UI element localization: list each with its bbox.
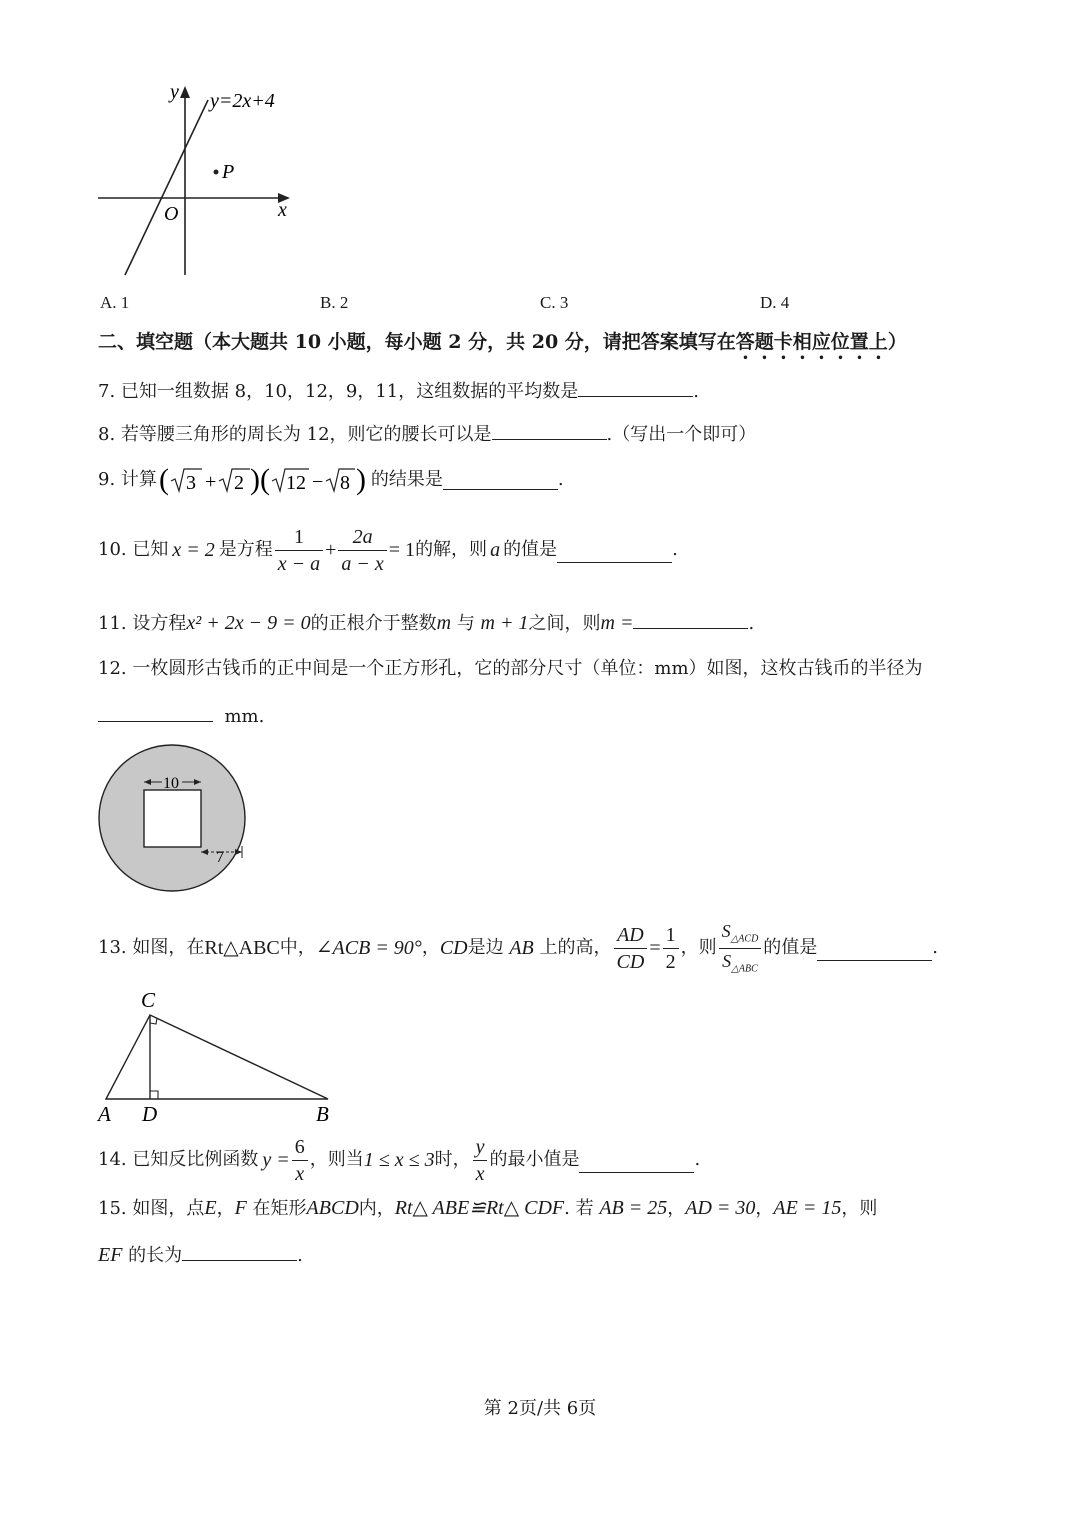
line-label: y=2x+4 (210, 90, 275, 112)
answer-blank (557, 544, 672, 563)
section-heading: 二、填空题（本大题共 10 小题，每小题 2 分，共 20 分，请把答案填写在答题卡相应位置上） (98, 331, 907, 353)
fraction: $\frac{1}{x - a}$ (275, 527, 323, 574)
y-axis-label: y (170, 81, 179, 103)
x-axis-label: x (278, 199, 287, 221)
coin-figure (96, 742, 252, 896)
svg-text:2: 2 (233, 472, 244, 494)
square-hole (144, 790, 201, 847)
vertex-a-label: A (98, 1102, 111, 1126)
question-11: 11. 设方程x² + 2x − 9 = 0的正根介于整数m 与 m + 1之间，则m = . (98, 612, 755, 634)
question-7: 7. 已知一组数据 8，10，12，9，11，这组数据的平均数是 . (98, 378, 699, 401)
answer-blank (98, 703, 213, 722)
question-13: 13. 如图，在 Rt△ABC 中， ∠ACB = 90° ， CD 是边 AB 上的高， $\frac{AD}{CD}$ = $\frac{1}{2}$ ，则 $\frac{S_{\triangle ACD}}{S_{\triangle ABC}}$ 的值是 . (98, 920, 939, 975)
answer-blank (578, 378, 693, 397)
question-8: 8. 若等腰三角形的周长为 12，则它的腰长可以是 .（写出一个即可） (98, 421, 756, 444)
option-d: D. 4 (760, 293, 790, 312)
dimension-7: 7 (216, 849, 224, 866)
svg-text:12: 12 (285, 472, 306, 494)
answer-blank (492, 421, 607, 440)
vertex-c-label: C (141, 988, 156, 1012)
svg-text:(: ( (158, 463, 169, 496)
answer-blank (579, 1154, 694, 1173)
svg-text:): ) (249, 463, 260, 496)
point-d-label: D (142, 1102, 158, 1126)
origin-label: O (164, 203, 179, 225)
svg-text:): ) (355, 463, 366, 496)
svg-text:+: + (204, 471, 217, 493)
answer-blank (817, 942, 932, 961)
vertex-b-label: B (316, 1102, 329, 1126)
right-angle-c (150, 1018, 157, 1024)
area-ratio-fraction: $\frac{S_{\triangle ACD}}{S_{\triangle ABC}}$ (719, 922, 762, 974)
fraction: $\frac{2a}{a - x}$ (338, 527, 386, 574)
question-9: 9. 计算 ( 3 + 2 ) ( 12 − 8 ) 的结果是 . (98, 463, 564, 496)
right-triangle-figure (92, 985, 342, 1130)
option-b: B. 2 (320, 293, 349, 312)
sqrt-expression (159, 463, 369, 497)
fraction: $\frac{6}{x}$ (292, 1137, 308, 1184)
answer-blank (633, 610, 748, 629)
dimension-10: 10 (163, 775, 179, 792)
linear-function-graph (90, 80, 310, 280)
answer-blank (443, 471, 558, 490)
question-15-line-2: EF 的长为 . (98, 1244, 303, 1266)
answer-blank (182, 1242, 297, 1261)
svg-text:(: ( (259, 463, 270, 496)
triangle-abc (106, 1015, 328, 1099)
page-footer: 第 2页/共 6页 (483, 1398, 597, 1419)
point-p-label: P (222, 161, 235, 183)
fraction: $\frac{y}{x}$ (473, 1137, 488, 1184)
fraction: $\frac{AD}{CD}$ (614, 925, 648, 972)
line-y-2x-4 (125, 100, 208, 275)
option-c: C. 3 (540, 293, 569, 312)
fraction: $\frac{1}{2}$ (663, 925, 679, 972)
right-angle-d (150, 1091, 158, 1099)
option-a: A. 1 (100, 293, 130, 312)
question-15: 15. 如图，点E，F 在矩形ABCD内，Rt△ ABE≌Rt△ CDF. 若 AB = 25，AD = 30，AE = 15，则 (98, 1197, 878, 1219)
question-12: 12. 一枚圆形古钱币的正中间是一个正方形孔，它的部分尺寸（单位：mm）如图，这枚古钱币的半径为 (98, 658, 923, 679)
point-p (214, 170, 219, 175)
svg-text:3: 3 (185, 472, 196, 494)
question-10: 10. 已知 x = 2 是方程 $\frac{1}{x - a}$ + $\frac{2a}{a - x}$ = 1 的解，则 a 的值是 . (98, 525, 678, 575)
svg-text:−: − (311, 471, 324, 493)
svg-text:8: 8 (339, 472, 350, 494)
question-14: 14. 已知反比例函数 y = $\frac{6}{x}$ ，则当 1 ≤ x ≤ 3 时， $\frac{y}{x}$ 的最小值是 . (98, 1135, 701, 1185)
y-axis-arrow (180, 86, 190, 98)
question-12-answer-line: mm. (98, 703, 264, 726)
